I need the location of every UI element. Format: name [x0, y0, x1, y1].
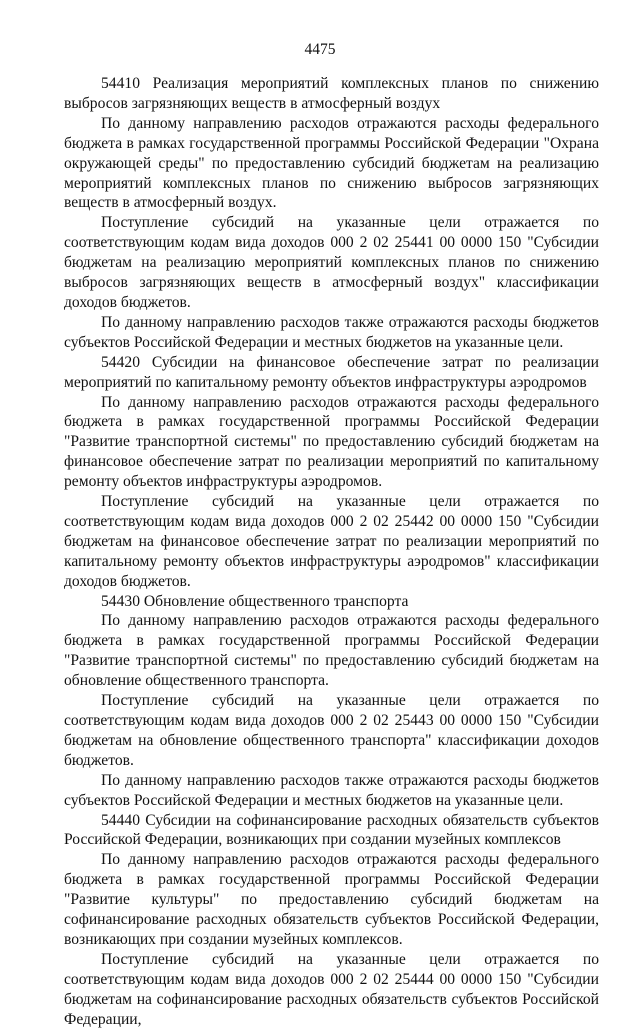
paragraph: По данному направлению расходов также отражаются расходы бюджетов субъектов Российской Федерации и местных бюджетов на указанные цели. — [64, 771, 599, 809]
paragraph: Поступление субсидий на указанные цели отражается по соответствующим кодам вида доходов 000 2 02 25444 00 0000 150 "Субсидии бюджетам на софинансирование расходных обязательств субъектов Российской Федерации, — [64, 950, 599, 1028]
paragraph: 54430 Обновление общественного транспорта — [101, 592, 409, 610]
paragraph: Поступление субсидий на указанные цели отражается по соответствующим кодам вида доходов 000 2 02 25442 00 0000 150 "Субсидии бюджетам на финансовое обеспечение затрат по реализации мероприятий по капитальному ремонту объектов инфраструктуры аэродромов" классификации доходов бюджетов. — [64, 493, 599, 590]
paragraph: По данному направлению расходов также отражаются расходы бюджетов субъектов Российской Федерации и местных бюджетов на указанные цели. — [64, 313, 599, 351]
paragraph: По данному направлению расходов отражаются расходы федерального бюджета в рамках государственной программы Российской Федерации "Развитие транспортной системы" по предоставлению субсидий бюджетам на обновление общественного транспорта. — [64, 612, 599, 690]
paragraph: Поступление субсидий на указанные цели отражается по соответствующим кодам вида доходов 000 2 02 25441 00 0000 150 "Субсидии бюджетам на реализацию мероприятий комплексных планов по снижению выбросов загрязняющих веществ в атмосферный воздух" классификации доходов бюджетов. — [64, 214, 599, 311]
paragraph: 54420 Субсидии на финансовое обеспечение затрат по реализации мероприятий по капитальному ремонту объектов инфраструктуры аэродромов — [64, 353, 599, 391]
page-number: 4475 — [304, 41, 336, 58]
paragraph: По данному направлению расходов отражаются расходы федерального бюджета в рамках государственной программы Российской Федерации "Охрана окружающей среды" по предоставлению субсидий бюджетам на реализацию мероприятий комплексных планов по снижению выбросов загрязняющих веществ в атмосферный воздух. — [64, 114, 599, 212]
paragraph: По данному направлению расходов отражаются расходы федерального бюджета в рамках государственной программы Российской Федерации "Развитие культуры" по предоставлению субсидий бюджетам на софинансирование расходных обязательств субъектов Российской Федерации, возникающих при создании музейных комплексов. — [64, 851, 599, 948]
paragraph: Поступление субсидий на указанные цели отражается по соответствующим кодам вида доходов 000 2 02 25443 00 0000 150 "Субсидии бюджетам на обновление общественного транспорта" классификации доходов бюджетов. — [64, 692, 599, 769]
paragraph: По данному направлению расходов отражаются расходы федерального бюджета в рамках государственной программы Российской Федерации "Развитие транспортной системы" по предоставлению субсидий бюджетам на финансовое обеспечение затрат по реализации мероприятий по капитальному ремонту объектов инфраструктуры аэродромов. — [64, 393, 599, 491]
paragraph: 54410 Реализация мероприятий комплексных планов по снижению выбросов загрязняющих веществ в атмосферный воздух — [64, 75, 599, 112]
document-body — [64, 74, 599, 1030]
paragraph: 54440 Субсидии на софинансирование расходных обязательств субъектов Российской Федерации, возникающих при создании музейных комплексов — [64, 811, 599, 849]
